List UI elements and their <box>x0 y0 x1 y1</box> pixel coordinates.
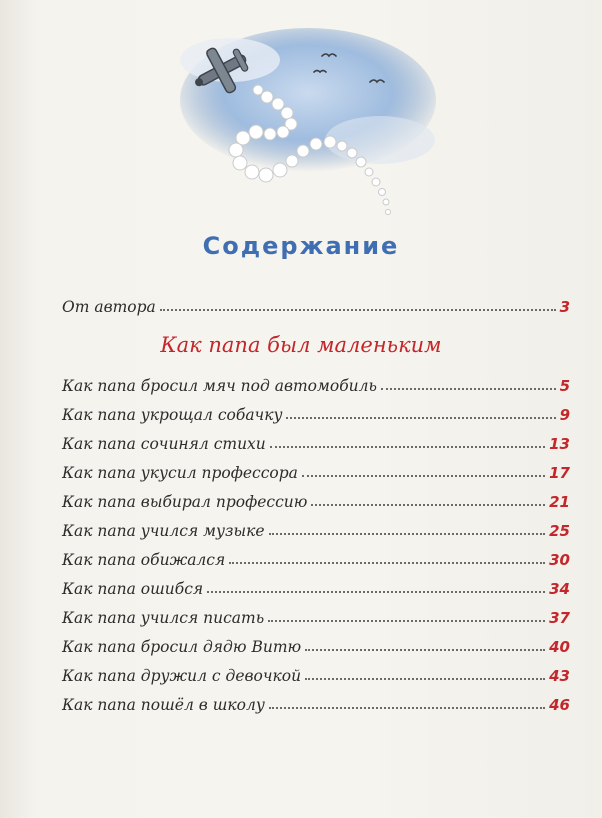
toc-entry-title: Как папа выбирал профессию <box>62 493 308 511</box>
toc-entry-page: 17 <box>549 464 570 482</box>
toc-entry[interactable] <box>62 456 570 482</box>
toc-entry-page: 46 <box>549 696 570 714</box>
toc-entry-title: Как папа укрощал собачку <box>62 406 283 424</box>
toc-entry-page: 37 <box>549 609 570 627</box>
sky-illustration <box>170 20 440 225</box>
leader-dots <box>269 706 545 709</box>
toc-entry-title: Как папа укусил профессора <box>62 464 298 482</box>
toc-entry-page: 25 <box>549 522 570 540</box>
toc-entry-page: 43 <box>549 667 570 685</box>
toc-entry[interactable] <box>62 601 570 627</box>
toc-entry-page: 30 <box>549 551 570 569</box>
leader-dots <box>268 619 545 622</box>
toc-entry-title: Как папа учился писать <box>62 609 265 627</box>
leader-dots <box>302 474 545 477</box>
toc-entry-page: 34 <box>549 580 570 598</box>
section-title: Как папа был маленьким <box>160 333 442 357</box>
toc-entry[interactable] <box>62 688 570 714</box>
toc-entry-title: Как папа обижался <box>62 551 226 569</box>
toc-entry-page: 13 <box>549 435 570 453</box>
toc-entry[interactable] <box>62 369 570 395</box>
toc-entry-title: Как папа сочинял стихи <box>62 435 266 453</box>
leader-dots <box>305 648 545 651</box>
leader-dots <box>381 387 556 390</box>
toc-entry[interactable] <box>62 485 570 511</box>
toc-entry-title: Как папа дружил с девочкой <box>62 667 302 685</box>
toc-entry[interactable] <box>62 514 570 540</box>
toc-entry[interactable] <box>62 398 570 424</box>
leader-dots <box>229 561 545 564</box>
toc-entry-page: 5 <box>559 377 570 395</box>
leader-dots <box>305 677 545 680</box>
toc-entry-title: Как папа бросил дядю Витю <box>62 638 302 656</box>
leader-dots <box>207 590 545 593</box>
toc-entry-title: Как папа пошёл в школу <box>62 696 265 714</box>
toc-entry-page: 21 <box>549 493 570 511</box>
leader-dots <box>269 532 546 535</box>
toc-entry[interactable] <box>62 659 570 685</box>
toc-entry-page: 9 <box>559 406 570 424</box>
toc-entry[interactable] <box>62 427 570 453</box>
toc-entry-title: Как папа бросил мяч под автомобиль <box>62 377 377 395</box>
leader-dots <box>286 416 555 419</box>
toc-entry[interactable] <box>62 630 570 656</box>
toc-entry-title: Как папа ошибся <box>62 580 204 598</box>
toc-entry[interactable] <box>62 543 570 569</box>
contents-heading: Содержание <box>202 232 400 260</box>
toc-entry-title: От автора <box>62 298 156 316</box>
toc-entry[interactable] <box>62 572 570 598</box>
leader-dots <box>270 445 545 448</box>
toc-entry-page: 3 <box>559 298 570 316</box>
toc-entry-title: Как папа учился музыке <box>62 522 265 540</box>
leader-dots <box>311 503 545 506</box>
leader-dots <box>160 308 556 311</box>
toc-entry-intro[interactable] <box>62 290 570 316</box>
toc-entry-page: 40 <box>549 638 570 656</box>
